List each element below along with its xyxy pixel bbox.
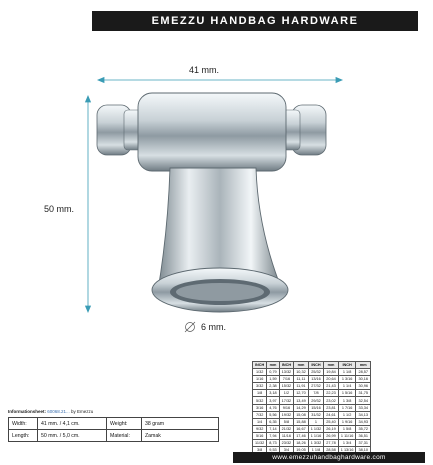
table-row	[253, 397, 371, 404]
table-cell: 36,51	[356, 432, 371, 439]
table-cell: 15,88	[294, 418, 309, 425]
table-row	[253, 376, 371, 383]
table-cell: 11,91	[294, 383, 309, 390]
table-cell: 15/32	[279, 383, 294, 390]
table-cell: 0,79	[267, 369, 279, 376]
table-cell: 37,31	[356, 440, 371, 447]
table-row	[253, 425, 371, 432]
table-cell: 1 1/8	[338, 369, 356, 376]
table-cell: 1/2	[279, 390, 294, 397]
table-cell: 4,76	[267, 404, 279, 411]
table-cell: 3/16	[253, 404, 267, 411]
spec-value: 41 mm. / 4,1 cm.	[38, 418, 107, 430]
crossbar	[138, 93, 286, 171]
table-row	[253, 404, 371, 411]
left-end-cap	[97, 105, 142, 155]
table-cell: 1 3/16	[338, 376, 356, 383]
table-cell: 3,18	[267, 390, 279, 397]
table-cell: 9,53	[267, 447, 279, 454]
table-cell: 19,05	[294, 447, 309, 454]
table-cell: 21,43	[324, 383, 339, 390]
height-label: 50 mm.	[44, 204, 75, 214]
diameter-label: 6 mm.	[201, 322, 227, 332]
table-cell: 13,49	[294, 397, 309, 404]
table-cell: 1/4	[253, 418, 267, 425]
table-cell: 7,94	[267, 432, 279, 439]
table-cell: 29/32	[308, 397, 324, 404]
table-row	[253, 418, 371, 425]
table-cell: 5/32	[253, 397, 267, 404]
table-cell: 1 7/16	[338, 404, 356, 411]
table-cell: 16,67	[294, 425, 309, 432]
website-link[interactable]: www.emezzuhandbaghardware.com	[272, 454, 386, 461]
table-cell: 28,58	[324, 447, 339, 454]
table-row	[253, 411, 371, 418]
table-cell: 23,81	[324, 404, 339, 411]
table-cell: 31,75	[356, 390, 371, 397]
spec-value: 38 gram	[142, 418, 219, 430]
table-cell: 1/16	[253, 376, 267, 383]
table-cell: 1 9/16	[338, 418, 356, 425]
table-row	[253, 383, 371, 390]
column-header: INCH	[338, 362, 356, 369]
diameter-icon	[185, 322, 195, 332]
table-cell: 24,61	[324, 411, 339, 418]
table-cell: 1 3/4	[338, 440, 356, 447]
column-header: INCH	[279, 362, 294, 369]
column-header: INCH	[253, 362, 267, 369]
table-cell: 1 1/8	[308, 447, 324, 454]
table-row	[253, 390, 371, 397]
table-cell: 1/32	[253, 369, 267, 376]
table-cell: 7/8	[308, 390, 324, 397]
table-cell: 1 3/8	[338, 397, 356, 404]
table-header-row	[253, 362, 371, 369]
table-cell: 8,73	[267, 440, 279, 447]
table-cell: 18,26	[294, 440, 309, 447]
table-cell: 35,72	[356, 425, 371, 432]
table-cell: 17,46	[294, 432, 309, 439]
table-cell: 6,35	[267, 418, 279, 425]
table-cell: 9/32	[253, 425, 267, 432]
column-header: mm	[356, 362, 371, 369]
table-cell: 30,16	[356, 376, 371, 383]
table-cell: 1 5/16	[338, 390, 356, 397]
inch-mm-conversion-table	[252, 361, 371, 454]
table-cell: 10,32	[294, 369, 309, 376]
table-row	[9, 430, 219, 442]
table-cell: 38,10	[356, 447, 371, 454]
table-cell: 15,08	[294, 411, 309, 418]
table-cell: 3/8	[253, 447, 267, 454]
table-row	[253, 369, 371, 376]
table-cell: 1 1/32	[308, 425, 324, 432]
table-cell: 25,40	[324, 418, 339, 425]
table-cell: 25/32	[308, 369, 324, 376]
table-cell: 1 1/16	[308, 432, 324, 439]
right-end-cap	[282, 105, 326, 155]
spec-key: Weight:	[107, 418, 142, 430]
table-cell: 11,11	[294, 376, 309, 383]
table-cell: 1/8	[253, 390, 267, 397]
table-cell: 13/32	[279, 369, 294, 376]
table-cell: 23/32	[279, 440, 294, 447]
table-row	[253, 440, 371, 447]
table-cell: 7/32	[253, 411, 267, 418]
table-row	[9, 418, 219, 430]
table-cell: 19,84	[324, 369, 339, 376]
table-cell: 34,93	[356, 418, 371, 425]
table-cell: 27,78	[324, 440, 339, 447]
table-cell: 3/32	[253, 383, 267, 390]
spec-key: Material:	[107, 430, 142, 442]
footer-url	[233, 452, 425, 463]
table-cell: 28,57	[356, 369, 371, 376]
table-cell: 11/32	[253, 440, 267, 447]
table-cell: 5/8	[279, 418, 294, 425]
column-header: mm	[324, 362, 339, 369]
table-cell: 23,02	[324, 397, 339, 404]
table-cell: 17/32	[279, 397, 294, 404]
table-cell: 26,19	[324, 425, 339, 432]
table-cell: 13/16	[308, 376, 324, 383]
table-cell: 1,59	[267, 376, 279, 383]
spec-value: 50 mm. / 5,0 cm.	[38, 430, 107, 442]
table-cell: 1 11/16	[338, 432, 356, 439]
table-cell: 19/32	[279, 411, 294, 418]
table-cell: 32,54	[356, 397, 371, 404]
table-cell: 7,14	[267, 425, 279, 432]
table-cell: 22,23	[324, 390, 339, 397]
table-cell: 9/16	[279, 404, 294, 411]
table-cell: 27/32	[308, 383, 324, 390]
table-cell: 1 13/16	[338, 447, 356, 454]
table-cell: 11/16	[279, 432, 294, 439]
table-cell: 30,96	[356, 383, 371, 390]
info-ref: 60068.21...	[47, 409, 70, 414]
spec-table	[8, 417, 219, 442]
table-cell: 12,70	[294, 390, 309, 397]
spec-key: Width:	[9, 418, 38, 430]
column-header: mm	[294, 362, 309, 369]
table-cell: 20,64	[324, 376, 339, 383]
table-cell: 31/32	[308, 411, 324, 418]
spec-value: Zamak	[142, 430, 219, 442]
table-cell: 33,34	[356, 404, 371, 411]
table-cell: 5/16	[253, 432, 267, 439]
info-prefix: Informationsheet:	[8, 409, 48, 414]
table-cell: 3,97	[267, 397, 279, 404]
info-line	[8, 409, 93, 414]
table-cell: 1 1/4	[338, 383, 356, 390]
column-header: INCH	[308, 362, 324, 369]
width-label: 41 mm.	[189, 65, 220, 75]
table-cell: 1 1/2	[338, 411, 356, 418]
column-header: mm	[267, 362, 279, 369]
table-cell: 15/16	[308, 404, 324, 411]
table-cell: 1 3/32	[308, 440, 324, 447]
table-cell: 7/16	[279, 376, 294, 383]
table-cell: 1	[308, 418, 324, 425]
height-dimension	[86, 96, 91, 312]
table-cell: 34,13	[356, 411, 371, 418]
info-suffix: by Emezzu	[69, 409, 94, 414]
table-cell: 3/4	[279, 447, 294, 454]
table-cell: 2,38	[267, 383, 279, 390]
width-dimension	[98, 78, 342, 83]
table-cell: 1 5/8	[338, 425, 356, 432]
table-cell: 26,99	[324, 432, 339, 439]
table-cell: 5,56	[267, 411, 279, 418]
table-cell: 21/32	[279, 425, 294, 432]
table-row	[253, 432, 371, 439]
brand-title: EMEZZU HANDBAG HARDWARE	[151, 15, 359, 27]
table-cell: 14,29	[294, 404, 309, 411]
spec-key: Length:	[9, 430, 38, 442]
